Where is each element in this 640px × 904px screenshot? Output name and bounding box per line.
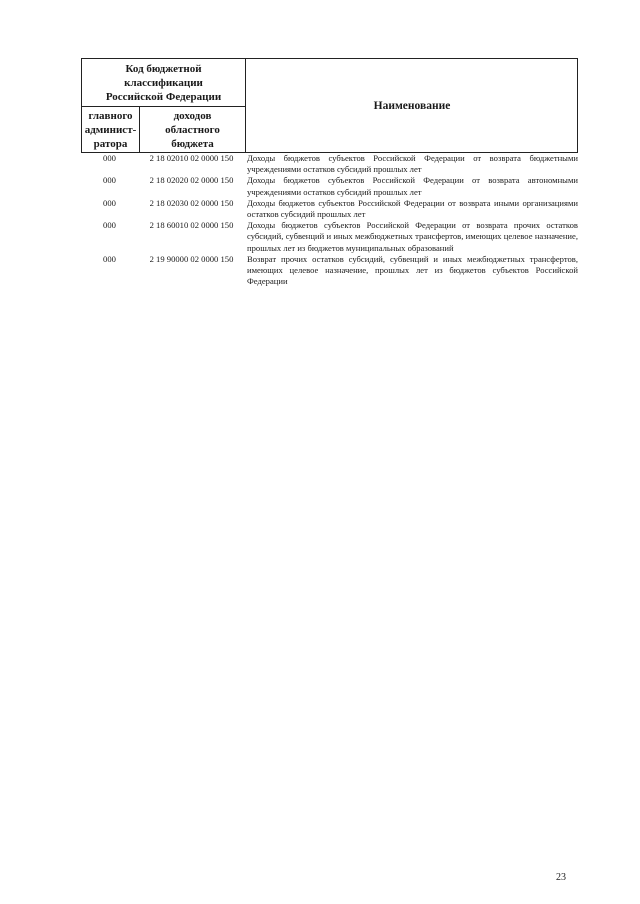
row-name: Доходы бюджетов субъектов Российской Федерации от возврата прочих остатков субсидий, субвенций и иных межбюджетных трансфертов, имеющих целевое назначение, прошлых лет из бюджетов муниципальных образований xyxy=(247,220,578,253)
page-number: 23 xyxy=(556,872,566,883)
header-name-label: Наименование xyxy=(373,100,451,112)
row-admin-code: 000 xyxy=(103,153,116,163)
row-budget-code: 2 19 90000 02 0000 150 xyxy=(149,253,234,264)
row-name: Доходы бюджетов субъектов Российской Федерации от возврата иными организациями остатков субсидий прошлых лет xyxy=(247,197,578,220)
header-income-column xyxy=(140,107,245,153)
table-body xyxy=(81,153,578,287)
row-budget-code: 2 18 60010 02 0000 150 xyxy=(149,220,234,231)
header-name-column xyxy=(246,59,578,153)
row-admin-code: 000 xyxy=(103,175,116,186)
row-name: Возврат прочих остатков субсидий, субвенций и иных межбюджетных трансфертов, имеющих целевое назначение, прошлых лет из бюджетов субъектов Российской Федерации xyxy=(247,253,578,287)
row-admin-code: 000 xyxy=(103,253,116,264)
table-row xyxy=(81,220,578,254)
table-header xyxy=(81,58,578,153)
row-admin-code: 000 xyxy=(103,197,116,208)
row-budget-code: 2 18 02010 02 0000 150 xyxy=(149,153,234,163)
row-budget-code: 2 18 02030 02 0000 150 xyxy=(149,197,234,208)
row-admin-code: 000 xyxy=(103,220,116,231)
row-budget-code: 2 18 02020 02 0000 150 xyxy=(149,175,234,186)
table-row xyxy=(81,198,578,220)
header-admin-column xyxy=(82,107,139,153)
header-admin-label: главного админист- ратора xyxy=(84,110,137,150)
row-name: Доходы бюджетов субъектов Российской Федерации от возврата бюджетными учреждениями остатков субсидий прошлых лет xyxy=(247,153,578,175)
table-row xyxy=(81,254,578,288)
header-code-group-label: Код бюджетной классификации Российской Федерации xyxy=(105,62,222,103)
row-name: Доходы бюджетов субъектов Российской Федерации от возврата автономными учреждениями остатков субсидий прошлых лет xyxy=(247,175,578,197)
header-income-label: доходов областного бюджета xyxy=(165,110,220,150)
header-code-group xyxy=(82,59,245,106)
table-row xyxy=(81,153,578,175)
table-row xyxy=(81,175,578,197)
